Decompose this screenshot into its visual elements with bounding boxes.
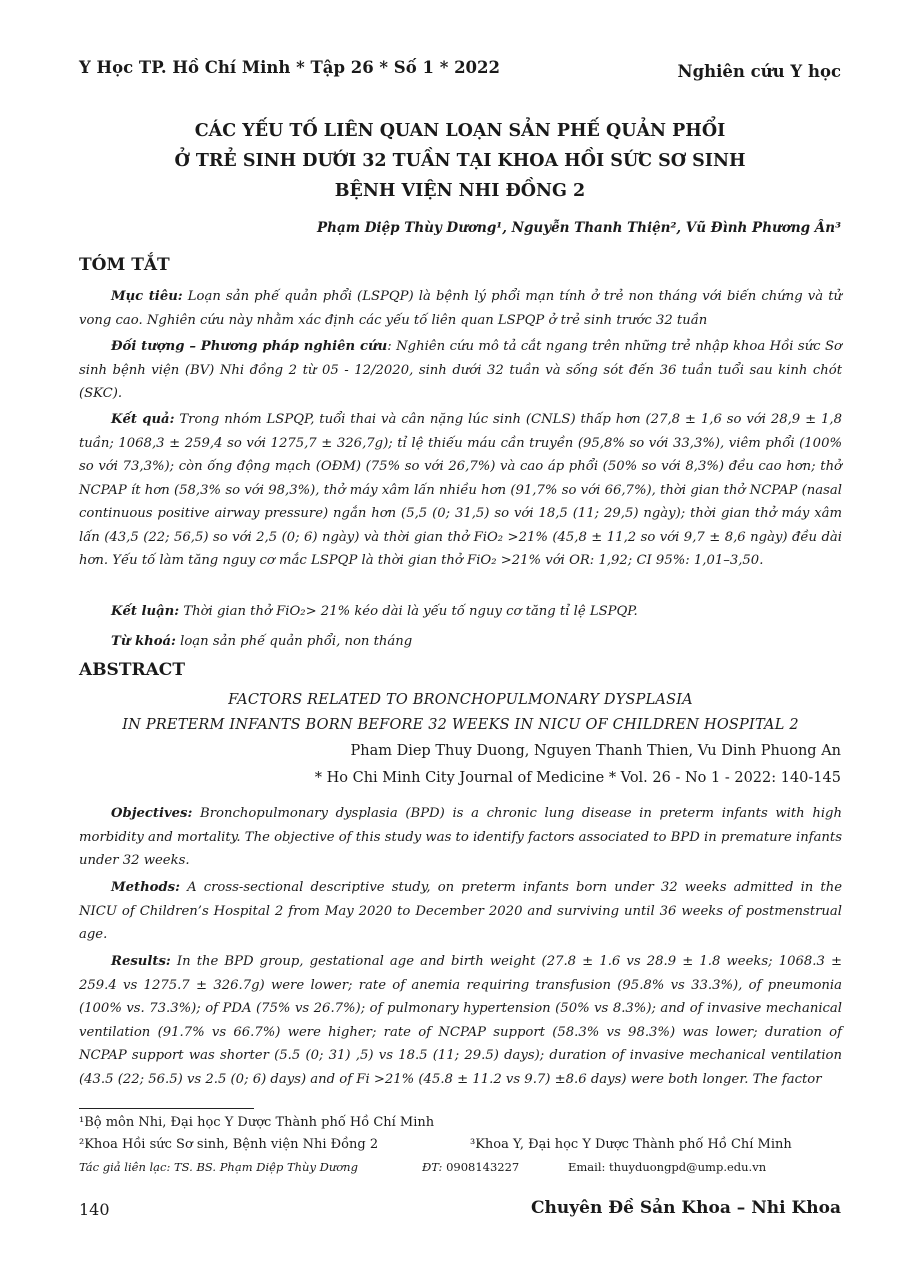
title-line-2: Ở TRẺ SINH DƯỚI 32 TUẦN TẠI KHOA HỒI SỨC SƠ SINH (174, 151, 746, 171)
phone-label: ĐT: (422, 1160, 443, 1174)
ketqua-label: Kết quả: (111, 412, 175, 427)
muctieu-paragraph (79, 285, 842, 332)
ketluan-text: Thời gian thở FiO₂> 21% kéo dài là yếu tố nguy cơ tăng tỉ lệ LSPQP. (179, 604, 638, 619)
objectives-paragraph (79, 802, 842, 873)
article-title (60, 116, 860, 206)
english-title-line-2: IN PRETERM INFANTS BORN BEFORE 32 WEEKS IN NICU OF CHILDREN HOSPITAL 2 (122, 717, 799, 733)
results-text: In the BPD group, gestational age and birth weight (27.8 ± 1.6 vs 28.9 ± 1.8 weeks; 1068.3 ± 259.4 vs 1275.7 ± 326.7g) were lower; rate of anemia requiring transfusion (95.8% vs 33.3%), of pneumonia (100% vs. 73.3%); of PDA (75% vs 26.7%); of pulmonary hypertension (50% vs 8.3%); and of invasive mechanical ventilation (91.7% vs 66.7%) were higher; rate of NCPAP support (58.3% vs 98.3%) was lower; duration of NCPAP support was shorter (5.5 (0; 31) ,5) vs 18.5 (11; 29.5) days); duration of invasive mechanical ventilation (43.5 (22; 56.5) vs 2.5 (0; 6) days) and of Fi >21% (45.8 ± 11.2 vs 9.7) ±8.6 days) were both longer. The factor (79, 954, 842, 1087)
page-number: 140 (79, 1200, 110, 1219)
footnote-divider (79, 1108, 254, 1109)
results-label: Results: (111, 954, 171, 969)
methods-text: A cross-sectional descriptive study, on preterm infants born under 32 weeks admitted in the NICU of Children’s Hospital 2 from May 2020 to December 2020 and surviving until 36 weeks of postmenstrual age. (79, 880, 842, 942)
ketqua-paragraph (79, 408, 842, 573)
section-header: Nghiên cứu Y học (677, 62, 841, 81)
title-line-1: CÁC YẾU TỐ LIÊN QUAN LOẠN SẢN PHẾ QUẢN PHỔI (194, 121, 726, 141)
tukhoa-label: Từ khoá: (111, 634, 176, 649)
objectives-text: Bronchopulmonary dysplasia (BPD) is a chronic lung disease in preterm infants with high morbidity and mortality. The objective of this study was to identify factors associated to BPD in premature infants under 32 weeks. (79, 806, 842, 868)
ketqua-text: Trong nhóm LSPQP, tuổi thai và cân nặng lúc sinh (CNLS) thấp hơn (27,8 ± 1,6 so với 28,9 ± 1,8 tuần; 1068,3 ± 259,4 so với 1275,7 ± 326,7g); tỉ lệ thiếu máu cần truyền (95,8% so với 33,3%), viêm phổi (100% so với 73,3%); còn ống động mạch (OĐM) (75% so với 26,7%) và cao áp phổi (50% so với 8,3%) đều cao hơn; thở NCPAP ít hơn (58,3% so với 98,3%), thở máy xâm lấn nhiều hơn (91,7% so với 66,7%), thời gian thở NCPAP (nasal continuous positive airway pressure) ngắn hơn (5,5 (0; 31,5) so với 18,5 (11; 29,5) ngày); thời gian thở máy xâm lấn (43,5 (22; 56,5) so với 2,5 (0; 6) ngày) và thời gian thở FiO₂ >21% (45,8 ± 11,2 so với 9,7 ± 8,6 ngày) đều dài hơn. Yếu tố làm tăng nguy cơ mắc LSPQP là thời gian thở FiO₂ >21% với OR: 1,92; CI 95%: 1,01–3,50. (79, 412, 842, 568)
muctieu-label: Mục tiêu: (111, 289, 183, 304)
english-title (79, 688, 842, 738)
contact-name: TS. BS. Phạm Diệp Thùy Dương (170, 1160, 358, 1174)
tomtat-heading: TÓM TẮT (79, 255, 170, 275)
contact-label: Tác giả liên lạc: (79, 1160, 171, 1174)
ketluan-label: Kết luận: (111, 604, 180, 619)
authors-vietnamese: Phạm Diệp Thùy Dương¹, Nguyễn Thanh Thiện², Vũ Đình Phương Ân³ (317, 220, 841, 236)
citation: * Ho Chi Minh City Journal of Medicine * Vol. 26 - No 1 - 2022: 140-145 (314, 770, 841, 786)
footer-section: Chuyên Đề Sản Khoa – Nhi Khoa (531, 1198, 841, 1218)
objectives-label: Objectives: (111, 806, 193, 821)
tukhoa-paragraph (79, 630, 842, 654)
muctieu-text: Loạn sản phế quản phổi (LSPQP) là bệnh lý phổi mạn tính ở trẻ non tháng với biến chứng và tử vong cao. Nghiên cứu này nhằm xác định các yếu tố liên quan LSPQP ở trẻ sinh trước 32 tuần (79, 289, 842, 328)
abstract-heading: ABSTRACT (79, 660, 185, 680)
phone-number: 0908143227 (442, 1160, 520, 1174)
footnote-2: ²Khoa Hồi sức Sơ sinh, Bệnh viện Nhi Đồng 2 (79, 1137, 379, 1152)
methods-paragraph (79, 876, 842, 947)
journal-header: Y Học TP. Hồ Chí Minh * Tập 26 * Số 1 * 2022 (79, 58, 500, 77)
footnote-3: ³Khoa Y, Đại học Y Dược Thành phố Hồ Chí Minh (470, 1137, 792, 1152)
methods-label: Methods: (111, 880, 180, 895)
doituong-label: Đối tượng – Phương pháp nghiên cứu (111, 339, 388, 354)
contact-author (79, 1160, 358, 1174)
authors-english: Pham Diep Thuy Duong, Nguyen Thanh Thien, Vu Dinh Phuong An (350, 743, 841, 759)
doituong-text: : Nghiên cứu mô tả cắt ngang trên những trẻ nhập khoa Hồi sức Sơ sinh bệnh viện (BV) Nhi đồng 2 từ 05 - 12/2020, sinh dưới 32 tuần và sống sót đến 36 tuần tuổi sau kinh chót (SKC). (79, 339, 843, 401)
ketluan-paragraph (79, 600, 842, 624)
tukhoa-text: loạn sản phế quản phổi, non tháng (175, 634, 413, 649)
footnote-1: ¹Bộ môn Nhi, Đại học Y Dược Thành phố Hồ Chí Minh (79, 1115, 435, 1130)
doituong-paragraph (79, 335, 842, 406)
contact-email: Email: thuyduongpd@ump.edu.vn (568, 1160, 767, 1174)
english-title-line-1: FACTORS RELATED TO BRONCHOPULMONARY DYSPLASIA (228, 692, 693, 708)
title-line-3: BỆNH VIỆN NHI ĐỒNG 2 (334, 181, 586, 201)
contact-phone (422, 1160, 519, 1174)
results-paragraph (79, 950, 842, 1091)
